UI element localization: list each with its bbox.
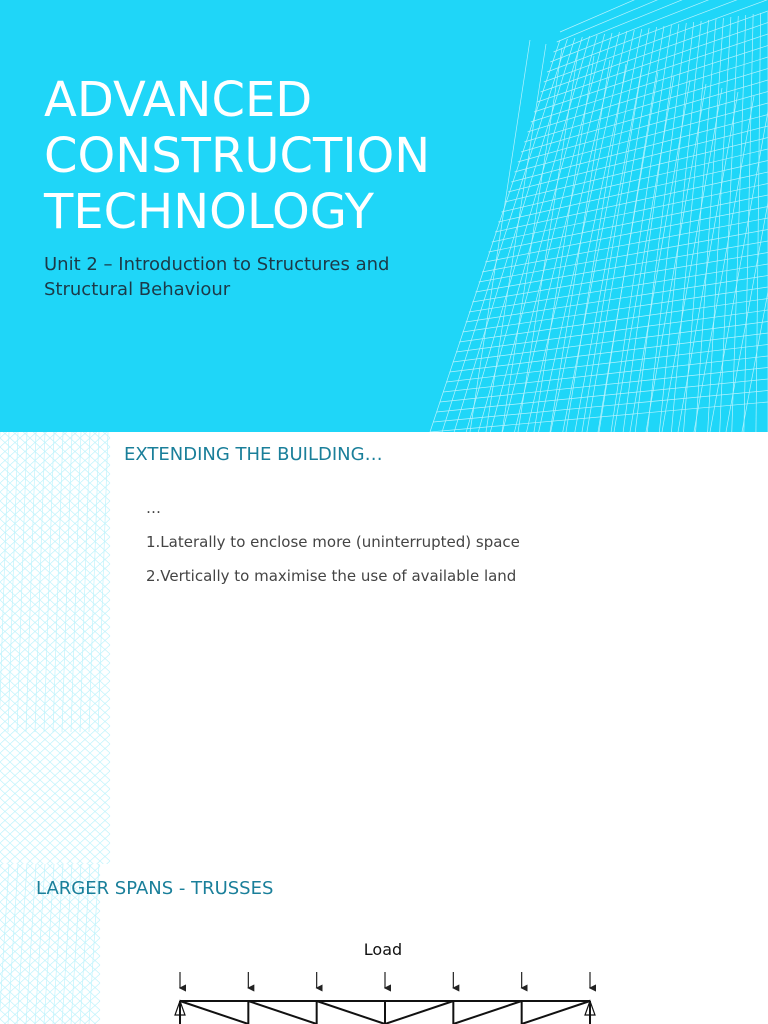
list-item: 1.Laterally to enclose more (uninterrupted) space (146, 533, 520, 551)
presentation-subtitle: Unit 2 – Introduction to Structures and Structural Behaviour (44, 254, 390, 300)
presentation-title (44, 72, 430, 240)
title-line-1: ADVANCED (44, 72, 313, 128)
title-line-2: CONSTRUCTION (44, 128, 431, 184)
truss-frame (180, 1001, 590, 1024)
list-item: … (146, 499, 161, 517)
load-label: Load (363, 940, 403, 959)
content-slide-extending (0, 432, 768, 864)
title-line-3: TECHNOLOGY (44, 184, 374, 240)
truss-diagram (160, 964, 610, 1024)
title-slide (0, 0, 768, 432)
wireframe-corner-graphic (0, 432, 120, 864)
content-slide-trusses (0, 864, 768, 1024)
list-item: 2.Vertically to maximise the use of available land (146, 567, 517, 585)
slide-heading: EXTENDING THE BUILDING… (124, 444, 383, 465)
slide-heading: LARGER SPANS - TRUSSES (36, 878, 274, 899)
load-arrows (180, 972, 590, 988)
bullet-list (146, 498, 520, 600)
